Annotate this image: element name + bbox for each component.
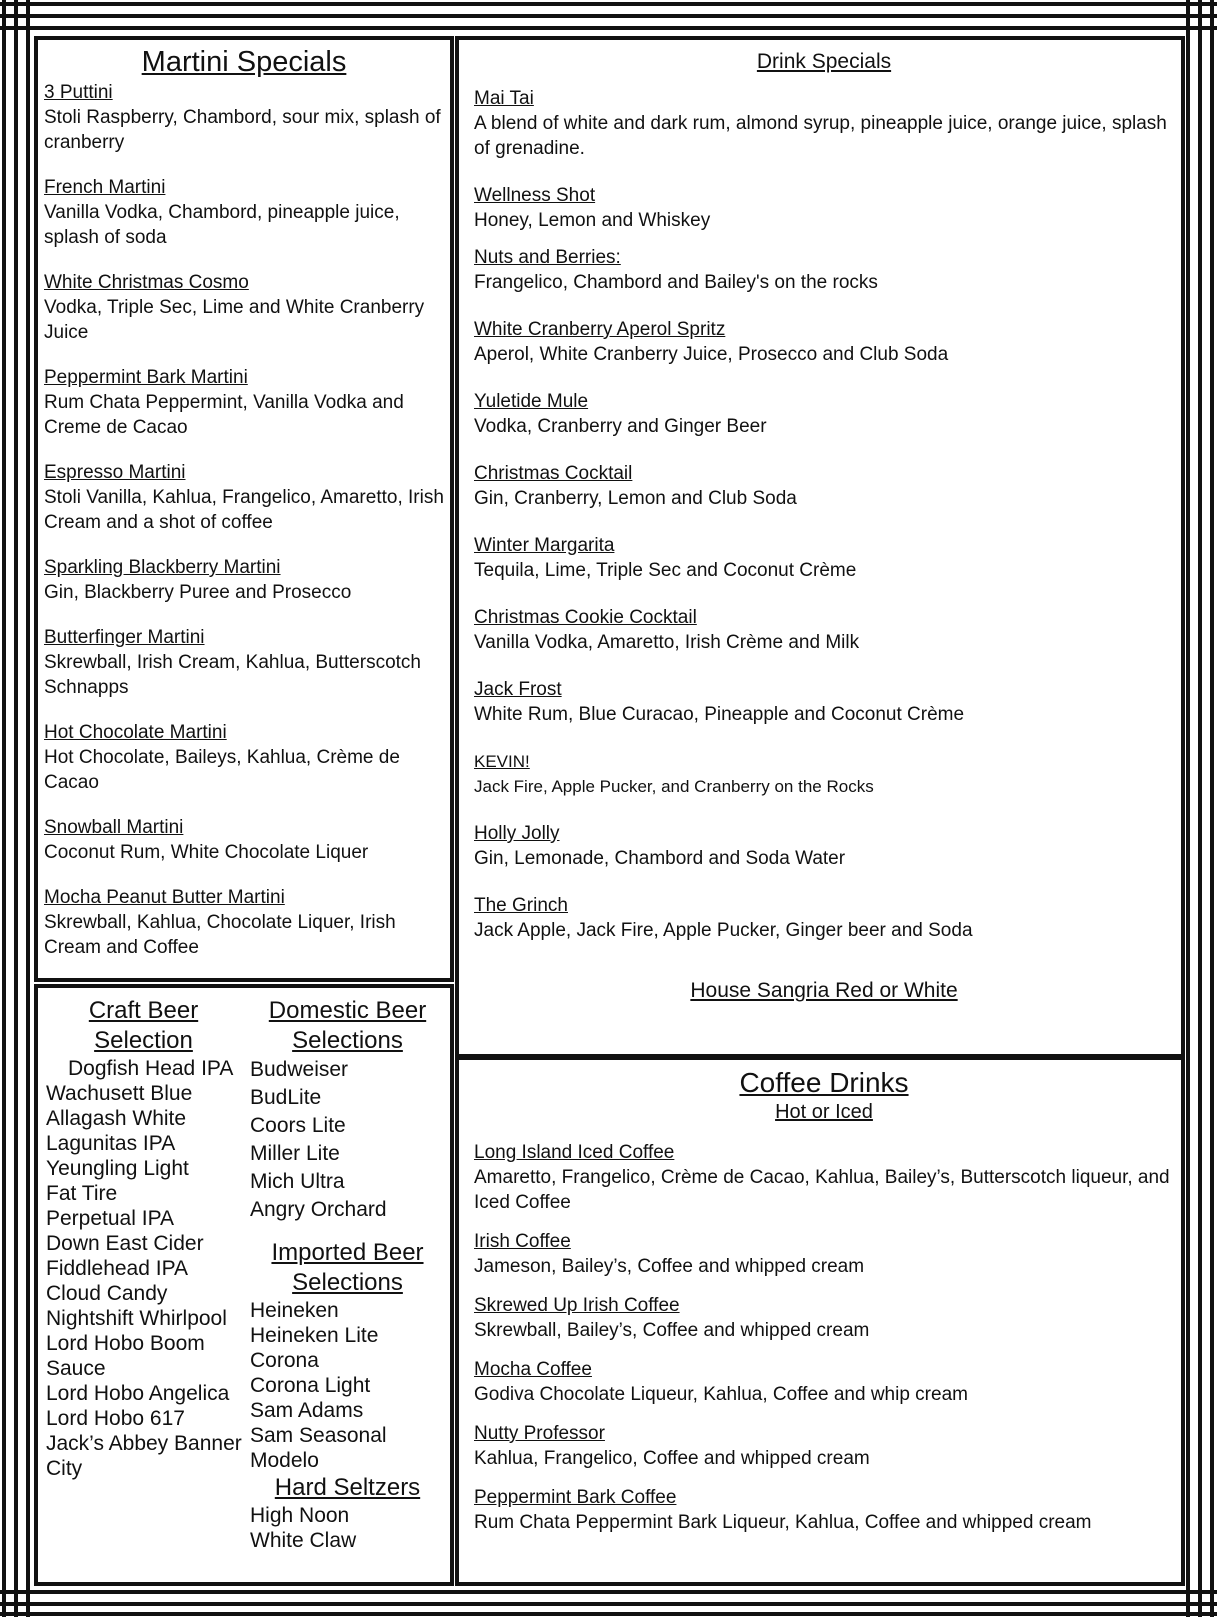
- imported-beer-item: Modelo: [250, 1449, 319, 1472]
- frame-line: [0, 14, 1217, 18]
- drink-item-desc: A blend of white and dark rum, almond syrup, pineapple juice, orange juice, splash of grenadine.: [474, 113, 1167, 159]
- coffee-title: Coffee Drinks: [739, 1067, 909, 1098]
- frame-line: [1210, 0, 1214, 1617]
- drink-item-name: Christmas Cocktail: [474, 463, 633, 484]
- drink-item: [474, 533, 1174, 583]
- craft-beer-item: Cloud Candy: [46, 1282, 168, 1305]
- drink-item-desc: Tequila, Lime, Triple Sec and Coconut Crème: [474, 560, 857, 581]
- frame-line: [14, 0, 18, 1617]
- martini-item-name: Hot Chocolate Martini: [44, 722, 227, 743]
- imported-beer-item: Sam Seasonal: [250, 1424, 387, 1447]
- frame-line: [2, 0, 6, 1617]
- drink-item-name: KEVIN!: [474, 752, 530, 771]
- frame-line: [0, 2, 1217, 6]
- frame-line: [0, 26, 1217, 30]
- coffee-item-desc: Godiva Chocolate Liqueur, Kahlua, Coffee and whip cream: [474, 1384, 968, 1405]
- coffee-item-desc: Skrewball, Bailey’s, Coffee and whipped cream: [474, 1320, 870, 1341]
- hard-seltzer-item: High Noon: [250, 1504, 350, 1527]
- drink-item-desc: Aperol, White Cranberry Juice, Prosecco and Club Soda: [474, 344, 949, 365]
- imported-beer-list: [250, 1298, 445, 1473]
- drink-item-desc: Jack Fire, Apple Pucker, and Cranberry on the Rocks: [474, 777, 874, 796]
- martini-item-desc: Rum Chata Peppermint, Vanilla Vodka and Creme de Cacao: [44, 392, 404, 438]
- frame-line: [0, 1602, 1217, 1606]
- drink-item-desc: White Rum, Blue Curacao, Pineapple and Coconut Crème: [474, 704, 965, 725]
- imported-beer-item: Heineken Lite: [250, 1324, 379, 1347]
- drink-item-desc: Jack Apple, Jack Fire, Apple Pucker, Ginger beer and Soda: [474, 920, 973, 941]
- coffee-item-name: Skrewed Up Irish Coffee: [474, 1295, 680, 1316]
- hard-seltzer-item: White Claw: [250, 1529, 357, 1552]
- domestic-beer-item: Budweiser: [250, 1058, 349, 1081]
- imported-beer-title-line1: Imported Beer: [271, 1239, 424, 1266]
- hard-seltzers-list: [250, 1503, 445, 1553]
- drink-item: [474, 461, 1174, 511]
- drink-item-name: White Cranberry Aperol Spritz: [474, 319, 726, 340]
- craft-beer-title: [46, 996, 241, 1056]
- craft-beer-item: Sauce: [46, 1357, 106, 1380]
- martini-item-desc: Skrewball, Irish Cream, Kahlua, Butterscotch Schnapps: [44, 652, 421, 698]
- coffee-item-name: Peppermint Bark Coffee: [474, 1487, 677, 1508]
- imported-beer-item: Sam Adams: [250, 1399, 364, 1422]
- craft-beer-title-line2: Selection: [94, 1027, 193, 1054]
- martini-item-name: French Martini: [44, 177, 166, 198]
- martini-item-desc: Coconut Rum, White Chocolate Liquer: [44, 842, 369, 863]
- craft-beer-item: Yeungling Light: [46, 1157, 189, 1180]
- drink-item: [474, 86, 1174, 161]
- drink-item-name: Holly Jolly: [474, 823, 560, 844]
- domestic-beer-item: Miller Lite: [250, 1142, 340, 1165]
- martini-item-desc: Hot Chocolate, Baileys, Kahlua, Crème de Cacao: [44, 747, 400, 793]
- imported-beer-item: Corona: [250, 1349, 319, 1372]
- coffee-subtitle: Hot or Iced: [775, 1101, 873, 1123]
- drink-item-desc: Gin, Lemonade, Chambord and Soda Water: [474, 848, 846, 869]
- craft-beer-item: Wachusett Blue: [46, 1082, 193, 1105]
- drink-item-name: Nuts and Berries:: [474, 247, 621, 268]
- martini-title: Martini Specials: [141, 46, 347, 78]
- coffee-item: [474, 1357, 1174, 1407]
- craft-beer-item: City: [46, 1457, 83, 1480]
- coffee-item-name: Long Island Iced Coffee: [474, 1142, 675, 1163]
- martini-item-desc: Skrewball, Kahlua, Chocolate Liquer, Irish Cream and Coffee: [44, 912, 396, 958]
- domestic-beer-title-line2: Selections: [292, 1027, 403, 1054]
- martini-item-name: Espresso Martini: [44, 462, 186, 483]
- martini-item: [44, 720, 444, 795]
- domestic-beer-title: [250, 996, 445, 1056]
- imported-beer-title-line2: Selections: [292, 1269, 403, 1296]
- martini-item-desc: Vanilla Vodka, Chambord, pineapple juice, splash of soda: [44, 202, 400, 248]
- drink-item-name: Christmas Cookie Cocktail: [474, 607, 697, 628]
- hard-seltzers-title: Hard Seltzers: [274, 1474, 421, 1501]
- martini-item-name: Butterfinger Martini: [44, 627, 205, 648]
- drink-item: [474, 389, 1174, 439]
- martini-item: [44, 175, 444, 250]
- drink-item-name: The Grinch: [474, 895, 568, 916]
- martini-item-desc: Stoli Raspberry, Chambord, sour mix, splash of cranberry: [44, 107, 441, 153]
- drink-specials-section: [474, 48, 1174, 1005]
- martini-item-name: White Christmas Cosmo: [44, 272, 249, 293]
- drink-item: [474, 183, 1174, 233]
- martini-item: [44, 815, 444, 865]
- drink-item-desc: Honey, Lemon and Whiskey: [474, 210, 711, 231]
- domestic-beer-item: Angry Orchard: [250, 1198, 387, 1221]
- coffee-item-desc: Rum Chata Peppermint Bark Liqueur, Kahlua, Coffee and whipped cream: [474, 1512, 1092, 1533]
- drink-item-desc: Vanilla Vodka, Amaretto, Irish Crème and Milk: [474, 632, 860, 653]
- martini-item-name: Sparkling Blackberry Martini: [44, 557, 281, 578]
- coffee-item-name: Irish Coffee: [474, 1231, 571, 1252]
- domestic-beer-column: [250, 996, 445, 1553]
- drink-item: [474, 893, 1174, 943]
- coffee-item: [474, 1140, 1174, 1215]
- martini-item-desc: Stoli Vanilla, Kahlua, Frangelico, Amaretto, Irish Cream and a shot of coffee: [44, 487, 444, 533]
- drink-specials-list: [474, 86, 1174, 943]
- imported-beer-item: Corona Light: [250, 1374, 371, 1397]
- coffee-item-name: Mocha Coffee: [474, 1359, 592, 1380]
- coffee-item: [474, 1229, 1174, 1279]
- domestic-beer-list: [250, 1056, 445, 1224]
- coffee-item: [474, 1421, 1174, 1471]
- frame-line: [26, 0, 30, 1617]
- martini-item-name: 3 Puttini: [44, 82, 113, 103]
- martini-item: [44, 80, 444, 155]
- craft-beer-item: Lord Hobo 617: [46, 1407, 185, 1430]
- drink-item: [474, 245, 1174, 295]
- martini-item-name: Mocha Peanut Butter Martini: [44, 887, 285, 908]
- drink-item-desc: Frangelico, Chambord and Bailey's on the rocks: [474, 272, 878, 293]
- craft-beer-list: [46, 1056, 241, 1481]
- martini-item: [44, 625, 444, 700]
- craft-beer-item: Lagunitas IPA: [46, 1132, 176, 1155]
- coffee-item-name: Nutty Professor: [474, 1423, 605, 1444]
- drink-item-name: Jack Frost: [474, 679, 562, 700]
- craft-beer-item: Lord Hobo Angelica: [46, 1382, 230, 1405]
- drink-item: [474, 605, 1174, 655]
- drink-item: [474, 317, 1174, 367]
- coffee-item-desc: Jameson, Bailey’s, Coffee and whipped cream: [474, 1256, 865, 1277]
- drink-item-name: Mai Tai: [474, 88, 534, 109]
- martini-item: [44, 555, 444, 605]
- craft-beer-title-line1: Craft Beer: [88, 997, 199, 1024]
- drink-item-name: Yuletide Mule: [474, 391, 589, 412]
- martini-item-desc: Gin, Blackberry Puree and Prosecco: [44, 582, 352, 603]
- craft-beer-item: Lord Hobo Boom: [46, 1332, 205, 1355]
- drink-item-name: Wellness Shot: [474, 185, 596, 206]
- imported-beer-item: Heineken: [250, 1299, 339, 1322]
- craft-beer-item: Dogfish Head IPA: [68, 1057, 234, 1080]
- frame-line: [0, 1590, 1217, 1594]
- coffee-item: [474, 1485, 1174, 1535]
- drink-item-desc: Gin, Cranberry, Lemon and Club Soda: [474, 488, 797, 509]
- drink-specials-title: Drink Specials: [756, 50, 892, 73]
- martini-section: [44, 44, 444, 960]
- martini-item-name: Peppermint Bark Martini: [44, 367, 248, 388]
- coffee-list: [474, 1140, 1174, 1535]
- domestic-beer-item: Mich Ultra: [250, 1170, 345, 1193]
- coffee-item-desc: Amaretto, Frangelico, Crème de Cacao, Kahlua, Bailey’s, Butterscotch liqueur, and Iced Coffee: [474, 1167, 1170, 1213]
- martini-item-name: Snowball Martini: [44, 817, 184, 838]
- coffee-section: [474, 1066, 1174, 1535]
- drink-item: [474, 677, 1174, 727]
- domestic-beer-item: BudLite: [250, 1086, 322, 1109]
- martini-item: [44, 885, 444, 960]
- sangria-line: House Sangria Red or White: [690, 979, 958, 1002]
- craft-beer-item: Perpetual IPA: [46, 1207, 175, 1230]
- martini-list: [44, 80, 444, 960]
- domestic-beer-title-line1: Domestic Beer: [268, 997, 427, 1024]
- coffee-item: [474, 1293, 1174, 1343]
- craft-beer-column: [46, 996, 241, 1481]
- craft-beer-item: Nightshift Whirlpool: [46, 1307, 227, 1330]
- craft-beer-item: Down East Cider: [46, 1232, 204, 1255]
- craft-beer-item: Jack’s Abbey Banner: [46, 1432, 242, 1455]
- craft-beer-item: Fat Tire: [46, 1182, 118, 1205]
- martini-item: [44, 460, 444, 535]
- craft-beer-item: Fiddlehead IPA: [46, 1257, 189, 1280]
- craft-beer-item: Allagash White: [46, 1107, 187, 1130]
- frame-line: [1198, 0, 1202, 1617]
- martini-item: [44, 365, 444, 440]
- drink-item-desc: Vodka, Cranberry and Ginger Beer: [474, 416, 767, 437]
- imported-beer-title: [250, 1238, 445, 1298]
- frame-line: [1186, 0, 1190, 1617]
- domestic-beer-item: Coors Lite: [250, 1114, 346, 1137]
- frame-line: [0, 1612, 1217, 1616]
- coffee-item-desc: Kahlua, Frangelico, Coffee and whipped cream: [474, 1448, 870, 1469]
- drink-item: [474, 821, 1174, 871]
- martini-item-desc: Vodka, Triple Sec, Lime and White Cranberry Juice: [44, 297, 425, 343]
- drink-item: [474, 749, 1174, 799]
- drink-item-name: Winter Margarita: [474, 535, 615, 556]
- martini-item: [44, 270, 444, 345]
